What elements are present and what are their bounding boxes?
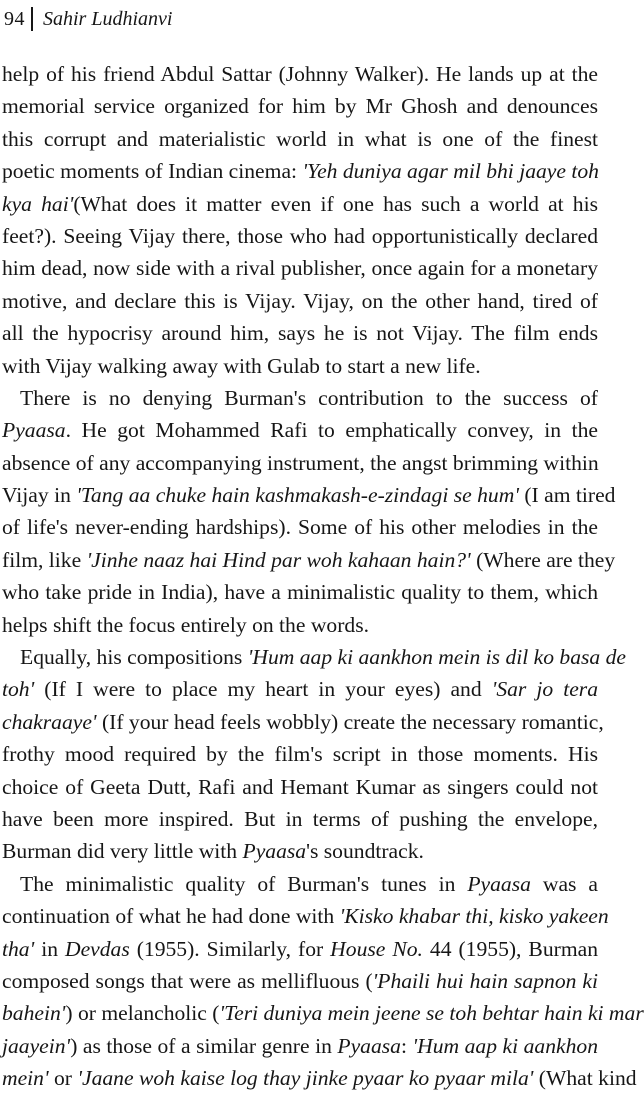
italic-text: 'Sar jo tera — [491, 677, 598, 702]
text-segment: (I am tired — [518, 483, 616, 508]
text-line — [2, 220, 598, 252]
italic-text: Pyaasa — [2, 418, 66, 443]
italic-text: 'Tang aa chuke hain kashmakash-e-zindagi se hum' — [76, 483, 519, 508]
text-line — [2, 285, 598, 317]
text-line — [2, 58, 598, 90]
text-line — [2, 188, 598, 220]
text-segment: helps shift the focus entirely on the words. — [2, 612, 370, 637]
text-segment: film, like — [2, 547, 87, 572]
text-line — [2, 544, 616, 576]
text-line — [2, 447, 598, 479]
italic-text: bahein' — [2, 1001, 66, 1026]
text-line — [2, 90, 598, 122]
text-line — [2, 933, 598, 965]
text-line — [2, 350, 598, 382]
text-line — [2, 835, 598, 867]
text-line — [2, 1030, 598, 1062]
header-divider — [31, 7, 33, 31]
italic-text: 'Jaane woh kaise log thay jinke pyaar ko pyaar mila' — [77, 1066, 534, 1091]
text-segment: frothy mood required by the film's script in those moments. His — [2, 742, 598, 767]
text-segment: or — [48, 1066, 78, 1091]
text-segment: There is no denying Burman's contribution to the success of — [20, 385, 598, 410]
text-line — [2, 997, 644, 1029]
text-segment: who take pride in India), have a minimalistic quality to them, which — [2, 580, 598, 605]
text-segment: composed songs that were as mellifluous ( — [2, 968, 373, 993]
page-number: 94 — [4, 8, 25, 30]
text-segment: (What does it matter even if one has such a world at his — [73, 191, 598, 216]
text-segment: ) or melancholic ( — [65, 1001, 220, 1026]
text-segment: Vijay in — [2, 483, 77, 508]
text-line — [2, 123, 598, 155]
italic-text: 'Kisko khabar thi, kisko yakeen — [339, 904, 609, 929]
text-segment: 's soundtrack. — [306, 839, 424, 864]
text-segment: Equally, his compositions — [20, 645, 248, 670]
italic-text: 'Yeh duniya agar mil bhi jaaye toh — [302, 159, 599, 184]
running-title: Sahir Ludhianvi — [43, 8, 173, 30]
italic-text: 'Phaili hui hain sapnon ki — [372, 968, 598, 993]
text-line — [2, 641, 626, 673]
text-segment: (If your head feels wobbly) create the necessary romantic, — [96, 709, 604, 734]
text-line — [2, 738, 598, 770]
text-segment: (1955). Similarly, for — [129, 936, 331, 961]
text-segment: (What kind — [533, 1066, 637, 1091]
italic-text: 'Teri duniya mein jeene se toh behtar hain ki mar — [219, 1001, 644, 1026]
text-segment: motive, and declare this is Vijay. Vijay, on the other hand, tired of — [2, 288, 598, 313]
text-segment: with Vijay walking away with Gulab to start a new life. — [2, 353, 481, 378]
running-head — [4, 4, 172, 34]
text-segment: ) as those of a similar genre in — [70, 1033, 338, 1058]
text-line — [2, 965, 598, 997]
text-line — [2, 155, 598, 187]
text-line — [2, 511, 598, 543]
text-segment: absence of any accompanying instrument, the angst brimming within — [2, 450, 599, 475]
text-line — [2, 868, 598, 900]
text-segment: (Where are they — [470, 547, 616, 572]
text-line — [2, 609, 598, 641]
italic-text: mein' — [2, 1066, 49, 1091]
text-segment: have been more inspired. But in terms of pushing the envelope, — [2, 806, 598, 831]
text-line — [2, 803, 598, 835]
text-segment: of life's never-ending hardships). Some of his other melodies in the — [2, 515, 598, 540]
italic-text: 'Hum aap ki aankhon — [412, 1033, 598, 1058]
text-line — [2, 576, 598, 608]
italic-text: chakraaye' — [2, 709, 97, 734]
text-segment: choice of Geeta Dutt, Rafi and Hemant Kumar as singers could not — [2, 774, 598, 799]
text-segment: 44 (1955), Burman — [422, 936, 598, 961]
text-segment: continuation of what he had done with — [2, 904, 340, 929]
text-segment: The minimalistic quality of Burman's tunes in — [20, 871, 468, 896]
text-line — [2, 252, 598, 284]
text-segment: all the hypocrisy around him, says he is not Vijay. The film ends — [2, 321, 598, 346]
italic-text: kya hai' — [2, 191, 74, 216]
text-line — [2, 382, 598, 414]
italic-text: 'Jinhe naaz hai Hind par woh kahaan hain?' — [86, 547, 471, 572]
text-segment: Burman did very little with — [2, 839, 243, 864]
text-line — [2, 479, 616, 511]
text-segment: help of his friend Abdul Sattar (Johnny Walker). He lands up at the — [2, 62, 598, 86]
italic-text: tha' — [2, 936, 35, 961]
text-line — [2, 673, 598, 705]
text-line — [2, 317, 598, 349]
text-segment: feet?). Seeing Vijay there, those who had opportunistically declared — [2, 223, 598, 248]
text-segment: this corrupt and materialistic world in what is one of the finest — [2, 126, 598, 151]
italic-text: Pyaasa — [467, 871, 531, 896]
text-line — [2, 771, 598, 803]
italic-text: 'Hum aap ki aankhon mein is dil ko basa de — [247, 645, 626, 670]
text-segment: : — [400, 1033, 413, 1058]
italic-text: toh' — [2, 677, 35, 702]
italic-text: Pyaasa — [242, 839, 307, 864]
italic-text: Devdas — [64, 936, 130, 961]
text-segment: him dead, now side with a rival publisher, once again for a monetary — [2, 256, 598, 281]
body-text — [2, 58, 644, 1095]
text-segment: (If I were to place my heart in your eyes) and — [34, 677, 492, 702]
text-segment: was a — [530, 871, 598, 896]
italic-text: House No. — [330, 936, 423, 961]
text-segment: . He got Mohammed Rafi to emphatically convey, in the — [65, 418, 598, 443]
text-line — [2, 706, 604, 738]
text-segment: in — [34, 936, 65, 961]
text-line — [2, 1062, 637, 1094]
italic-text: jaayein' — [2, 1033, 71, 1058]
italic-text: Pyaasa — [337, 1033, 401, 1058]
text-line — [2, 414, 598, 446]
text-segment: poetic moments of Indian cinema: — [2, 159, 303, 184]
text-segment: memorial service organized for him by Mr Ghosh and denounces — [2, 94, 598, 119]
text-line — [2, 900, 609, 932]
